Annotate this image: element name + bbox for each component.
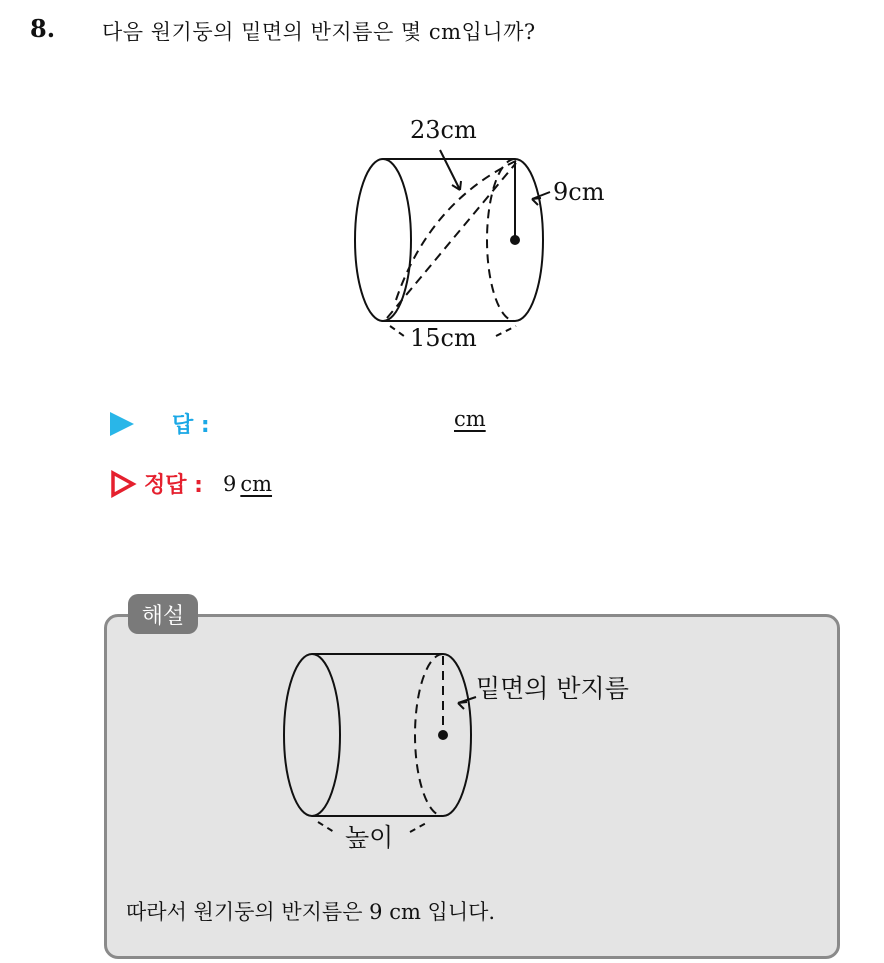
correct-unit: cm <box>240 471 273 496</box>
correct-value: 9 <box>222 471 237 496</box>
question-text: 다음 원기둥의 밑면의 반지름은 몇 cm입니까? <box>102 20 536 44</box>
label-radius: 9cm <box>553 178 605 206</box>
exp-cylinder-left-face <box>284 654 340 816</box>
answer-unit[interactable]: cm <box>454 407 486 431</box>
explanation-text: 따라서 원기둥의 반지름은 9 cm 입니다. <box>126 900 496 924</box>
answer-label: 답 : <box>172 413 210 438</box>
exp-label-height: 높이 <box>345 823 394 852</box>
explanation-tag: 해설 <box>128 594 198 634</box>
exp-label-radius: 밑면의 반지름 <box>476 674 629 703</box>
correct-label: 정답 : <box>144 473 203 498</box>
exp-height-brace-right <box>410 822 428 832</box>
question-number: 8. <box>30 14 56 43</box>
label-length: 15cm <box>410 324 477 352</box>
exp-height-brace-left <box>318 822 334 832</box>
exp-center-dot <box>438 730 448 740</box>
label-diagonal: 23cm <box>410 116 477 144</box>
